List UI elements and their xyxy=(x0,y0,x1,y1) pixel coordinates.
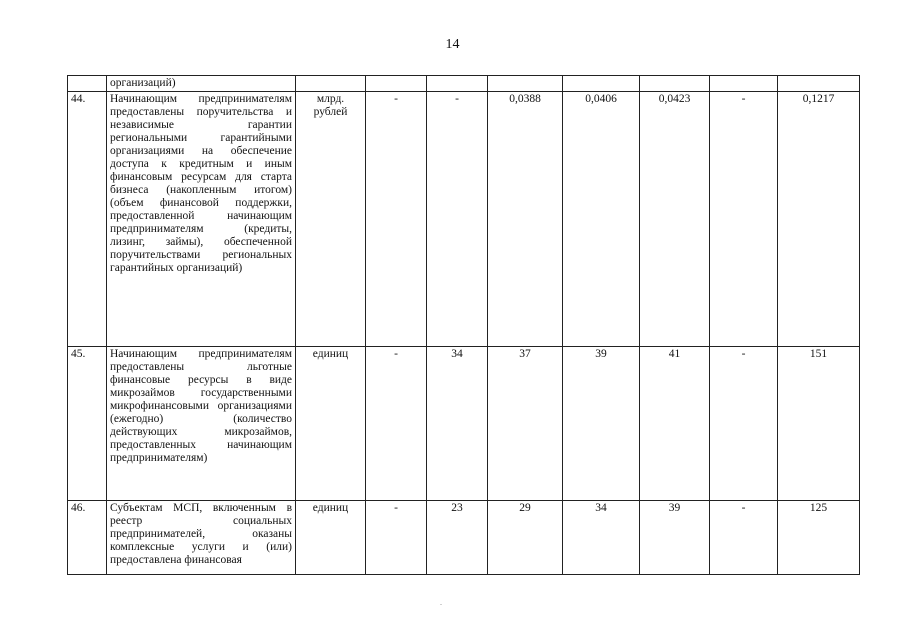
value-cell: 39 xyxy=(563,347,640,501)
row-number-cell xyxy=(68,76,107,92)
value-cell: 34 xyxy=(427,347,488,501)
unit-cell: млрд. рублей xyxy=(296,92,366,347)
value-cell: 39 xyxy=(640,501,710,575)
table-row xyxy=(68,347,860,501)
value-cell: - xyxy=(366,92,427,347)
value-cell: - xyxy=(710,92,778,347)
value-cell xyxy=(488,76,563,92)
value-cell: - xyxy=(366,501,427,575)
description-cell: Субъектам МСП, включенным в реестр социальных предпринимателей, оказаны комплексные услуги и (или) предоставлена финансовая xyxy=(107,501,296,575)
value-cell: 0,0406 xyxy=(563,92,640,347)
unit-cell: единиц xyxy=(296,347,366,501)
table-row xyxy=(68,501,860,575)
table-row xyxy=(68,92,860,347)
value-cell: 151 xyxy=(778,347,860,501)
value-cell: 41 xyxy=(640,347,710,501)
value-cell: 34 xyxy=(563,501,640,575)
row-number-cell: 44. xyxy=(68,92,107,347)
value-cell xyxy=(778,76,860,92)
value-cell: 125 xyxy=(778,501,860,575)
scan-speck: . xyxy=(440,598,442,607)
description-cell: организаций) xyxy=(107,76,296,92)
value-cell xyxy=(366,76,427,92)
value-cell: - xyxy=(710,347,778,501)
description-cell: Начинающим предпринимателям предоставлены льготные финансовые ресурсы в виде микрозаймов государственными микрофинансовыми организациями (ежегодно) (количество действующих микрозаймов, предоставленных начинающим предпринимателям) xyxy=(107,347,296,501)
value-cell xyxy=(563,76,640,92)
value-cell: - xyxy=(427,92,488,347)
indicators-table xyxy=(67,75,860,575)
value-cell: 0,0423 xyxy=(640,92,710,347)
row-number-cell: 46. xyxy=(68,501,107,575)
unit-cell: единиц xyxy=(296,501,366,575)
description-cell: Начинающим предпринимателям предоставлены поручительства и независимые гарантии региональными гарантийными организациями на обеспечение доступа к кредитным и иным финансовым ресурсам для старта бизнеса (накопленным итогом) (объем финансовой поддержки, предоставленной начинающим предпринимателям (кредиты, лизинг, займы), обеспеченной поручительствами региональных гарантийных организаций) xyxy=(107,92,296,347)
value-cell xyxy=(640,76,710,92)
row-number-cell: 45. xyxy=(68,347,107,501)
value-cell: 0,0388 xyxy=(488,92,563,347)
value-cell: 29 xyxy=(488,501,563,575)
unit-cell xyxy=(296,76,366,92)
value-cell xyxy=(427,76,488,92)
value-cell: - xyxy=(710,501,778,575)
value-cell xyxy=(710,76,778,92)
value-cell: 37 xyxy=(488,347,563,501)
value-cell: 0,1217 xyxy=(778,92,860,347)
table-row-continuation xyxy=(68,76,860,92)
value-cell: - xyxy=(366,347,427,501)
page-number: 14 xyxy=(445,37,460,52)
value-cell: 23 xyxy=(427,501,488,575)
